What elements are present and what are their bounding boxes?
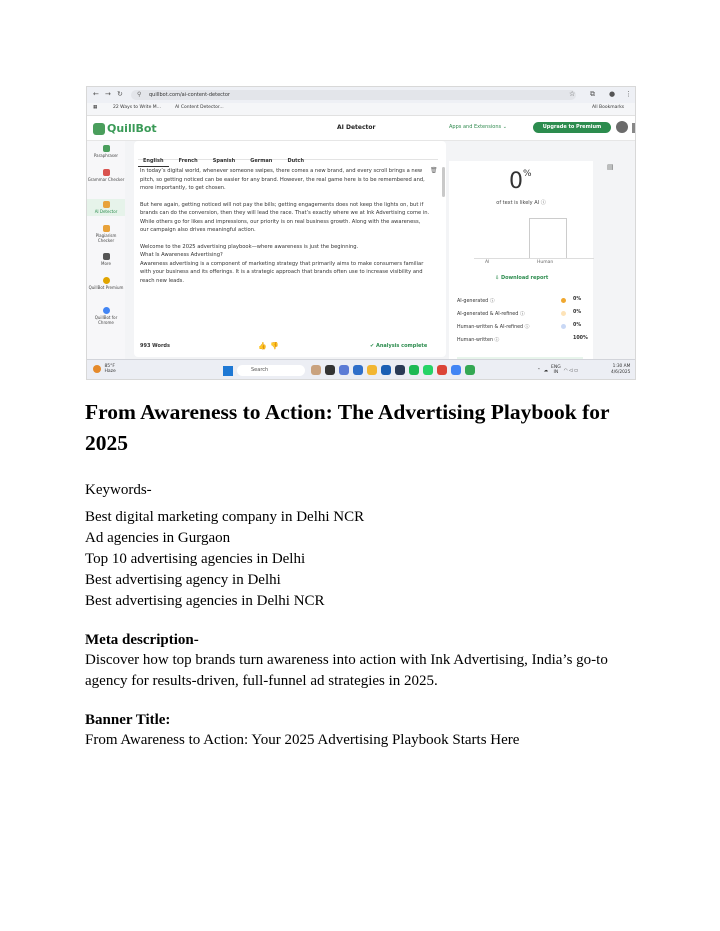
volume-icon: ◁ [568, 368, 573, 374]
legend-row-human-written [457, 336, 588, 344]
weather-condition: Haze [104, 369, 116, 374]
address-bar[interactable] [131, 90, 576, 100]
sidebar-item-label: QuillBot Premium [88, 285, 124, 290]
plagiarism-checker-icon [103, 225, 110, 232]
sidebar-item-plagiarism[interactable] [87, 225, 125, 243]
app-icon[interactable] [395, 365, 405, 375]
sidebar-item-premium[interactable] [87, 277, 125, 290]
browser-toolbar [87, 87, 635, 103]
weather-widget[interactable] [93, 364, 116, 374]
ai-detector-icon [103, 201, 110, 208]
ai-likely-caption: of text is likely AI ⓘ [496, 200, 546, 206]
wifi-icon: ◠ [563, 368, 568, 374]
chart-axis [474, 258, 594, 259]
legend-row-ai-generated [457, 297, 583, 305]
analysis-status [370, 343, 427, 349]
keyword-item: Top 10 advertising agencies in Delhi [85, 551, 306, 567]
page-scrollbar[interactable] [632, 123, 635, 133]
ai-percentage-value: 0 [509, 169, 523, 194]
clock-date: 4/6/2025 [611, 369, 631, 375]
thumbs-up-icon[interactable]: 👍 [258, 342, 267, 350]
banner-title-text: From Awareness to Action: Your 2025 Advertising Playbook Starts Here [85, 732, 520, 748]
keyword-item: Ad agencies in Gurgaon [85, 530, 231, 546]
sidebar-item-label: AI Detector [94, 209, 118, 214]
region-code: IN [553, 370, 559, 375]
all-bookmarks[interactable]: All Bookmarks [592, 105, 625, 110]
profile-icon[interactable]: ● [609, 90, 616, 98]
sidebar-item-label: QuillBot for Chrome [94, 315, 118, 325]
quillbot-screenshot [86, 86, 636, 380]
windows-start-icon[interactable] [223, 366, 233, 376]
sidebar-item-more[interactable] [87, 253, 125, 266]
clock-time: 1:30 AM [612, 364, 631, 369]
legend-dot [561, 324, 566, 329]
weather-text [104, 364, 115, 374]
quillbot-logo[interactable] [93, 122, 157, 135]
battery-icon: ▭ [573, 368, 579, 374]
download-icon: ⇩ [495, 275, 500, 281]
url-text: quillbot.com/ai-content-detector [149, 92, 230, 98]
taskbar-search-label: Search [251, 367, 269, 373]
tab-french[interactable]: French [178, 158, 198, 164]
thumbs-down-icon[interactable]: 👎 [270, 342, 279, 350]
app-icon[interactable] [339, 365, 349, 375]
editor-paragraph: But here again, getting noticed will not pay the bills; getting engagements does not keep the lights on, but if brands can do the conversion, then they will lead the race. That’s exactly where we at Ink Advertising come in. While others go for likes and impressions, our priority is on real business growth. Along with the awareness, our campaign also drives meaningful action. [140, 201, 430, 233]
grammar-checker-icon [103, 169, 110, 176]
taskbar-search[interactable] [237, 365, 305, 376]
menu-icon[interactable]: ⋮ [625, 90, 632, 98]
legend-value: 100% [573, 336, 588, 341]
sidebar-item-label: Paraphraser [93, 153, 119, 158]
taskbar-apps [311, 365, 506, 377]
sidebar-item-label: More [101, 261, 111, 266]
back-icon[interactable]: ← [93, 90, 99, 98]
human-bar [529, 218, 567, 259]
sidebar-item-label: Grammar Checker [87, 177, 125, 182]
legend-label: AI-generated & AI-refined ⓘ [457, 312, 525, 317]
app-icon[interactable] [311, 365, 321, 375]
weather-icon [93, 365, 101, 373]
legend-dot [561, 311, 566, 316]
legend-label: Human-written & AI-refined ⓘ [457, 325, 530, 330]
editor-paragraph: In today’s digital world, whenever someone swipes, there comes a new brand, and every scroll brings a new pitch, so getting noticed can be easier for any brand. However, the real game here is to be remembered and, more importantly, to get chosen. [140, 168, 425, 191]
banner-title-heading: Banner Title: [85, 712, 171, 728]
legend-value: 0% [573, 310, 582, 315]
reload-icon[interactable]: ↻ [117, 90, 123, 98]
app-icon[interactable] [367, 365, 377, 375]
system-tray[interactable] [537, 365, 578, 375]
legend-label: Human-written ⓘ [457, 338, 500, 343]
apps-extensions-label: Apps and Extensions [449, 124, 502, 130]
download-report-label: Download report [500, 275, 549, 281]
legend-label: AI-generated ⓘ [457, 299, 495, 304]
more-icon [103, 253, 110, 260]
app-header [87, 116, 635, 141]
bookmark-2[interactable]: AI Content Detector... [175, 105, 224, 110]
sidebar-item-chrome[interactable] [87, 307, 125, 325]
app-icon[interactable] [423, 365, 433, 375]
keywords-list [85, 507, 364, 612]
tab-german[interactable]: German [250, 158, 273, 164]
app-icon[interactable] [451, 365, 461, 375]
app-icon[interactable] [409, 365, 419, 375]
chart-label-ai: AI [485, 260, 490, 265]
sidebar [87, 141, 125, 359]
star-icon[interactable]: ☆ [569, 90, 576, 98]
editor-paragraph: Welcome to the 2025 advertising playbook—where awareness is just the beginning. What Is Awareness Advertising? Awareness advertising is a component of marketing strategy that primarily aims to make consumers familiar with your business and its offerings. It is a strategic approach that brands often use to increase visibility and reach new leads. [140, 243, 424, 284]
app-title: AI Detector [337, 124, 376, 131]
analysis-status-label: Analysis complete [375, 343, 428, 349]
check-circle-icon: ✔ [370, 343, 375, 349]
keyword-item: Best digital marketing company in Delhi NCR [85, 509, 365, 525]
editor-scrollbar[interactable] [442, 167, 445, 197]
chrome-icon [103, 307, 110, 314]
sidebar-item-grammar[interactable] [87, 169, 125, 182]
app-icon[interactable] [465, 365, 475, 375]
text-editor [134, 141, 446, 357]
sidebar-item-ai-detector[interactable] [87, 199, 125, 216]
quillbot-logo-icon [93, 123, 105, 135]
chart-label-human: Human [537, 260, 554, 265]
clock[interactable] [611, 364, 630, 375]
upgrade-button[interactable]: Upgrade to Premium [533, 122, 611, 133]
legend-value: 0% [573, 323, 582, 328]
bookmark-1[interactable]: 22 Ways to Write M... [113, 105, 161, 110]
cloud-icon: ☁ [543, 368, 549, 374]
tab-english[interactable]: English [138, 156, 169, 167]
legend-row-ai-refined [457, 310, 583, 318]
premium-icon [103, 277, 110, 284]
ai-percentage-sign: % [523, 169, 532, 179]
keywords-heading: Keywords- [85, 482, 152, 498]
language-indicator [551, 365, 561, 375]
apps-extensions-link[interactable] [449, 124, 507, 130]
app-icon[interactable] [353, 365, 363, 375]
keyword-item: Best advertising agency in Delhi [85, 572, 281, 588]
editor-text[interactable] [140, 167, 430, 293]
language-code: ENG [551, 365, 561, 370]
chevron-up-icon: ⌃ [537, 368, 541, 374]
page-title: From Awareness to Action: The Advertising Playbook for 2025 [85, 400, 610, 455]
app-icon[interactable] [437, 365, 447, 375]
logo-text: QuillBot [107, 122, 157, 135]
forward-icon[interactable]: → [105, 90, 111, 98]
extensions-icon[interactable]: ⧉ [590, 90, 595, 98]
language-tabs [138, 147, 438, 164]
tab-dutch[interactable]: Dutch [287, 158, 305, 164]
site-info-icon[interactable]: ⚲ [137, 91, 142, 98]
legend-dot [561, 298, 566, 303]
trash-icon[interactable]: 🗑 [430, 167, 438, 174]
avatar[interactable] [616, 121, 628, 133]
word-count: 993 Words [140, 343, 170, 349]
sidebar-item-paraphraser[interactable] [87, 145, 125, 158]
legend-row-human-ai-refined [457, 323, 583, 331]
meta-description-heading: Meta description- [85, 632, 199, 648]
paraphraser-icon [103, 145, 110, 152]
meta-description-text: Discover how top brands turn awareness into action with Ink Advertising, India’s go-to agency for results-driven, full-funnel ad strategies in 2025. [85, 652, 608, 689]
tab-spanish[interactable]: Spanish [212, 158, 236, 164]
keyword-item: Best advertising agencies in Delhi NCR [85, 593, 325, 609]
bookmarks-bar [87, 103, 635, 116]
legend-value: 0% [573, 297, 582, 302]
download-report-link[interactable] [495, 275, 548, 281]
apps-grid-icon[interactable]: ▦ [93, 105, 98, 110]
app-icon[interactable] [381, 365, 391, 375]
sidebar-item-label: Plagiarism Checker [95, 233, 117, 243]
weather-temp: 85°F [104, 364, 116, 369]
windows-taskbar [87, 359, 635, 380]
result-panel [449, 161, 593, 361]
comment-icon[interactable]: ▤ [607, 163, 614, 171]
app-icon[interactable] [325, 365, 335, 375]
ai-percentage [509, 169, 532, 194]
chevron-down-icon: ⌄ [502, 124, 507, 130]
